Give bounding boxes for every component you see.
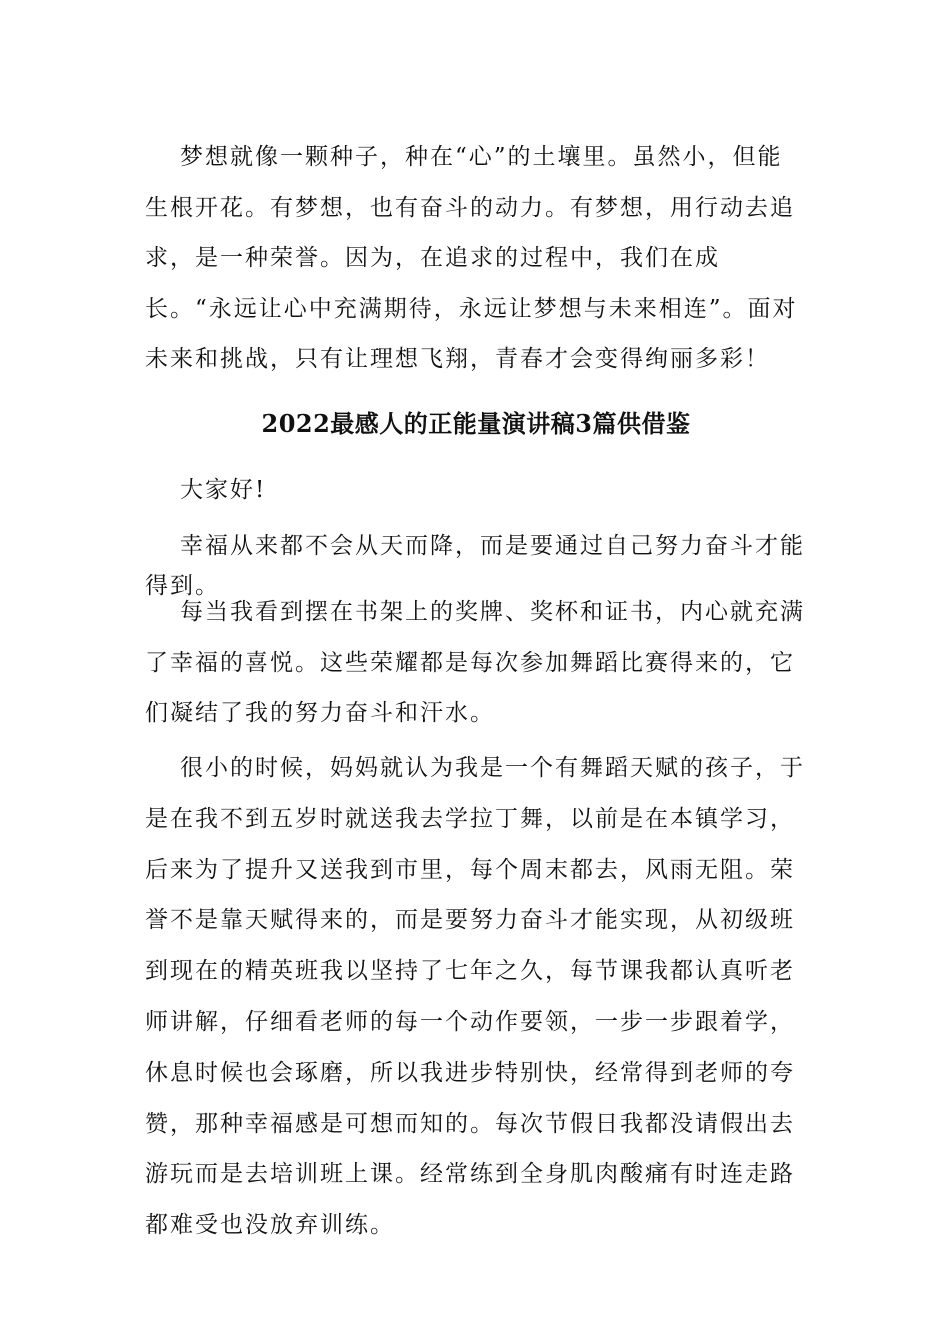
paragraph-dream: 梦想就像一颗种子，种在“心”的土壤里。虽然小，但能生根开花。有梦想，也有奋斗的动力。有梦想，用行动去追求，是一种荣誉。因为，在追求的过程中，我们在成长。“永远让心中充满期待，永远让梦想与未来相连”。面对未来和挑战，只有让理想飞翔，青春才会变得绚丽多彩！ [145, 144, 798, 372]
greeting-line: 大家好! [180, 477, 267, 503]
document-title: 2022最感人的正能量演讲稿3篇供借鉴 [261, 409, 691, 438]
paragraph-awards: 每当我看到摆在书架上的奖牌、奖杯和证书，内心就充满了幸福的喜悦。这些荣耀都是每次参加舞蹈比赛得来的，它们凝结了我的努力奋斗和汗水。 [145, 599, 805, 726]
paragraph-happiness: 幸福从来都不会从天而降，而是要通过自己努力奋斗才能得到。 [145, 533, 805, 599]
paragraph-childhood: 很小的时候，妈妈就认为我是一个有舞蹈天赋的孩子，于是在我不到五岁时就送我去学拉丁舞，以前是在本镇学习，后来为了提升又送我到市里，每个周末都去，风雨无阻。荣誉不是靠天赋得来的，而是要努力奋斗才能实现，从初级班到现在的精英班我以坚持了七年之久，每节课我都认真听老师讲解，仔细看老师的每一个动作要领，一步一步跟着学，休息时候也会琢磨，所以我进步特别快，经常得到老师的夸赞，那种幸福感是可想而知的。每次节假日我都没请假出去游玩而是去培训班上课。经常练到全身肌肉酸痛有时连走路都难受也没放弃训练。 [145, 755, 805, 1239]
